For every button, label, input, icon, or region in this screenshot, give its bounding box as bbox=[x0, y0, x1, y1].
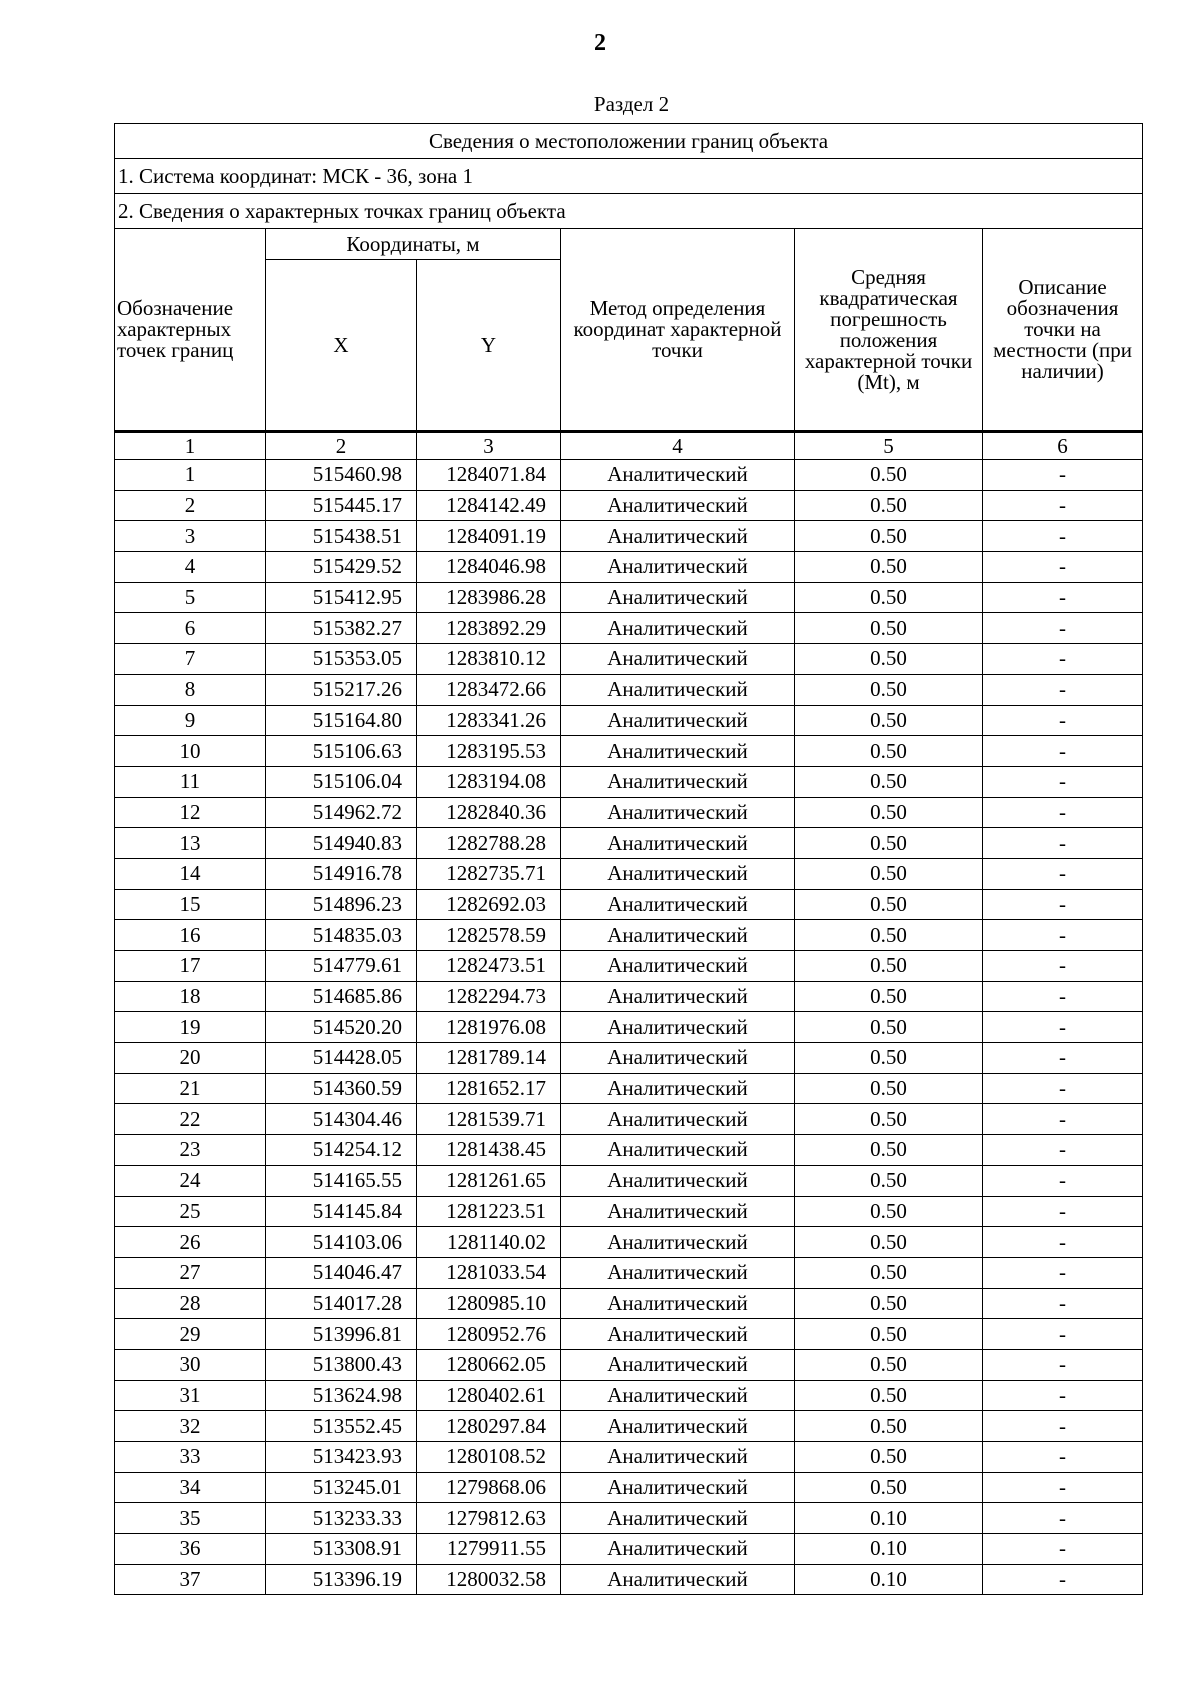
cell-accuracy: 0.50 bbox=[795, 1104, 983, 1135]
cell-method: Аналитический bbox=[561, 1043, 795, 1074]
cell-point-number: 25 bbox=[115, 1196, 266, 1227]
cell-point-number: 16 bbox=[115, 920, 266, 951]
cell-y: 1283194.08 bbox=[417, 766, 561, 797]
cell-accuracy: 0.50 bbox=[795, 644, 983, 675]
cell-x: 515412.95 bbox=[266, 582, 417, 613]
cell-method: Аналитический bbox=[561, 1503, 795, 1534]
cell-method: Аналитический bbox=[561, 920, 795, 951]
table-row bbox=[115, 582, 1143, 613]
table-row bbox=[115, 736, 1143, 767]
cell-accuracy: 0.50 bbox=[795, 1288, 983, 1319]
cell-point-number: 7 bbox=[115, 644, 266, 675]
cell-y: 1283341.26 bbox=[417, 705, 561, 736]
column-number: 2 bbox=[266, 432, 417, 460]
cell-description: - bbox=[983, 582, 1143, 613]
cell-description: - bbox=[983, 613, 1143, 644]
cell-point-number: 23 bbox=[115, 1135, 266, 1166]
cell-point-number: 22 bbox=[115, 1104, 266, 1135]
cell-x: 513996.81 bbox=[266, 1319, 417, 1350]
header-description: Описание обозначения точки на местности (при наличии) bbox=[983, 229, 1143, 432]
cell-x: 514896.23 bbox=[266, 889, 417, 920]
cell-method: Аналитический bbox=[561, 1472, 795, 1503]
cell-description: - bbox=[983, 920, 1143, 951]
cell-method: Аналитический bbox=[561, 1442, 795, 1473]
table-row bbox=[115, 552, 1143, 583]
cell-method: Аналитический bbox=[561, 1288, 795, 1319]
table-row bbox=[115, 920, 1143, 951]
cell-x: 515106.04 bbox=[266, 766, 417, 797]
cell-y: 1282788.28 bbox=[417, 828, 561, 859]
cell-accuracy: 0.50 bbox=[795, 490, 983, 521]
cell-x: 514254.12 bbox=[266, 1135, 417, 1166]
cell-y: 1282294.73 bbox=[417, 981, 561, 1012]
cell-accuracy: 0.50 bbox=[795, 674, 983, 705]
table-row bbox=[115, 858, 1143, 889]
cell-accuracy: 0.50 bbox=[795, 1043, 983, 1074]
cell-point-number: 32 bbox=[115, 1411, 266, 1442]
table-row bbox=[115, 1319, 1143, 1350]
column-numbers-row bbox=[115, 432, 1143, 460]
cell-method: Аналитический bbox=[561, 705, 795, 736]
column-number: 5 bbox=[795, 432, 983, 460]
table-row bbox=[115, 1380, 1143, 1411]
table-row bbox=[115, 1012, 1143, 1043]
table-row bbox=[115, 1349, 1143, 1380]
cell-method: Аналитический bbox=[561, 889, 795, 920]
cell-x: 513552.45 bbox=[266, 1411, 417, 1442]
table-row bbox=[115, 1442, 1143, 1473]
header-x: X bbox=[266, 260, 417, 432]
cell-x: 514685.86 bbox=[266, 981, 417, 1012]
cell-x: 513245.01 bbox=[266, 1472, 417, 1503]
table-row bbox=[115, 889, 1143, 920]
cell-y: 1280662.05 bbox=[417, 1349, 561, 1380]
cell-description: - bbox=[983, 1503, 1143, 1534]
cell-point-number: 27 bbox=[115, 1257, 266, 1288]
cell-accuracy: 0.50 bbox=[795, 521, 983, 552]
cell-x: 515438.51 bbox=[266, 521, 417, 552]
cell-description: - bbox=[983, 460, 1143, 491]
cell-point-number: 15 bbox=[115, 889, 266, 920]
cell-x: 515106.63 bbox=[266, 736, 417, 767]
cell-point-number: 36 bbox=[115, 1534, 266, 1565]
cell-description: - bbox=[983, 766, 1143, 797]
coord-system: 1. Система координат: МСК - 36, зона 1 bbox=[115, 159, 1143, 194]
cell-y: 1283195.53 bbox=[417, 736, 561, 767]
cell-accuracy: 0.50 bbox=[795, 1257, 983, 1288]
table-row bbox=[115, 1227, 1143, 1258]
table-row bbox=[115, 951, 1143, 982]
column-number: 1 bbox=[115, 432, 266, 460]
table-row bbox=[115, 1288, 1143, 1319]
cell-point-number: 20 bbox=[115, 1043, 266, 1074]
cell-method: Аналитический bbox=[561, 828, 795, 859]
cell-accuracy: 0.50 bbox=[795, 736, 983, 767]
cell-accuracy: 0.50 bbox=[795, 1442, 983, 1473]
cell-accuracy: 0.50 bbox=[795, 1227, 983, 1258]
cell-description: - bbox=[983, 858, 1143, 889]
table-row bbox=[115, 797, 1143, 828]
cell-description: - bbox=[983, 1411, 1143, 1442]
cell-y: 1280108.52 bbox=[417, 1442, 561, 1473]
cell-method: Аналитический bbox=[561, 521, 795, 552]
section-label: Раздел 2 bbox=[593, 92, 670, 116]
cell-method: Аналитический bbox=[561, 981, 795, 1012]
cell-x: 514940.83 bbox=[266, 828, 417, 859]
cell-y: 1281223.51 bbox=[417, 1196, 561, 1227]
cell-description: - bbox=[983, 1349, 1143, 1380]
cell-point-number: 5 bbox=[115, 582, 266, 613]
cell-point-number: 1 bbox=[115, 460, 266, 491]
table-row bbox=[115, 490, 1143, 521]
cell-x: 513624.98 bbox=[266, 1380, 417, 1411]
cell-method: Аналитический bbox=[561, 1012, 795, 1043]
cell-accuracy: 0.50 bbox=[795, 1411, 983, 1442]
cell-description: - bbox=[983, 1380, 1143, 1411]
cell-x: 513396.19 bbox=[266, 1564, 417, 1595]
cell-description: - bbox=[983, 981, 1143, 1012]
cell-accuracy: 0.50 bbox=[795, 613, 983, 644]
cell-y: 1282473.51 bbox=[417, 951, 561, 982]
cell-description: - bbox=[983, 1564, 1143, 1595]
cell-point-number: 12 bbox=[115, 797, 266, 828]
cell-point-number: 2 bbox=[115, 490, 266, 521]
cell-y: 1281261.65 bbox=[417, 1165, 561, 1196]
cell-y: 1284091.19 bbox=[417, 521, 561, 552]
cell-x: 514046.47 bbox=[266, 1257, 417, 1288]
cell-x: 515353.05 bbox=[266, 644, 417, 675]
cell-description: - bbox=[983, 1012, 1143, 1043]
cell-x: 513233.33 bbox=[266, 1503, 417, 1534]
cell-method: Аналитический bbox=[561, 1564, 795, 1595]
cell-point-number: 14 bbox=[115, 858, 266, 889]
table-row bbox=[115, 1073, 1143, 1104]
cell-description: - bbox=[983, 552, 1143, 583]
cell-y: 1281140.02 bbox=[417, 1227, 561, 1258]
cell-description: - bbox=[983, 1165, 1143, 1196]
cell-x: 515164.80 bbox=[266, 705, 417, 736]
cell-description: - bbox=[983, 736, 1143, 767]
table-row bbox=[115, 460, 1143, 491]
cell-accuracy: 0.50 bbox=[795, 828, 983, 859]
cell-x: 514835.03 bbox=[266, 920, 417, 951]
cell-x: 514304.46 bbox=[266, 1104, 417, 1135]
cell-x: 515460.98 bbox=[266, 460, 417, 491]
cell-y: 1280402.61 bbox=[417, 1380, 561, 1411]
cell-accuracy: 0.50 bbox=[795, 1349, 983, 1380]
table-row bbox=[115, 1165, 1143, 1196]
cell-y: 1281976.08 bbox=[417, 1012, 561, 1043]
cell-method: Аналитический bbox=[561, 552, 795, 583]
cell-x: 514962.72 bbox=[266, 797, 417, 828]
cell-y: 1280952.76 bbox=[417, 1319, 561, 1350]
cell-method: Аналитический bbox=[561, 1196, 795, 1227]
cell-point-number: 17 bbox=[115, 951, 266, 982]
cell-x: 514360.59 bbox=[266, 1073, 417, 1104]
cell-y: 1280297.84 bbox=[417, 1411, 561, 1442]
cell-point-number: 19 bbox=[115, 1012, 266, 1043]
table-row bbox=[115, 1135, 1143, 1166]
cell-description: - bbox=[983, 1257, 1143, 1288]
table-row bbox=[115, 1104, 1143, 1135]
cell-x: 515217.26 bbox=[266, 674, 417, 705]
cell-point-number: 4 bbox=[115, 552, 266, 583]
cell-method: Аналитический bbox=[561, 582, 795, 613]
cell-point-number: 8 bbox=[115, 674, 266, 705]
table-row bbox=[115, 674, 1143, 705]
table-row bbox=[115, 521, 1143, 552]
cell-method: Аналитический bbox=[561, 797, 795, 828]
cell-x: 513423.93 bbox=[266, 1442, 417, 1473]
table-row bbox=[115, 1564, 1143, 1595]
cell-x: 514779.61 bbox=[266, 951, 417, 982]
cell-method: Аналитический bbox=[561, 1257, 795, 1288]
cell-y: 1281539.71 bbox=[417, 1104, 561, 1135]
cell-y: 1279911.55 bbox=[417, 1534, 561, 1565]
cell-method: Аналитический bbox=[561, 1380, 795, 1411]
cell-point-number: 33 bbox=[115, 1442, 266, 1473]
cell-method: Аналитический bbox=[561, 490, 795, 521]
cell-x: 514165.55 bbox=[266, 1165, 417, 1196]
cell-x: 515429.52 bbox=[266, 552, 417, 583]
cell-y: 1280985.10 bbox=[417, 1288, 561, 1319]
table-row bbox=[115, 828, 1143, 859]
cell-point-number: 10 bbox=[115, 736, 266, 767]
cell-accuracy: 0.50 bbox=[795, 582, 983, 613]
cell-point-number: 11 bbox=[115, 766, 266, 797]
cell-method: Аналитический bbox=[561, 1165, 795, 1196]
cell-x: 514428.05 bbox=[266, 1043, 417, 1074]
table-row bbox=[115, 1472, 1143, 1503]
cell-point-number: 29 bbox=[115, 1319, 266, 1350]
cell-accuracy: 0.50 bbox=[795, 858, 983, 889]
cell-description: - bbox=[983, 1319, 1143, 1350]
cell-description: - bbox=[983, 889, 1143, 920]
cell-accuracy: 0.50 bbox=[795, 1165, 983, 1196]
cell-point-number: 26 bbox=[115, 1227, 266, 1258]
table-row bbox=[115, 1503, 1143, 1534]
cell-method: Аналитический bbox=[561, 674, 795, 705]
cell-y: 1282578.59 bbox=[417, 920, 561, 951]
cell-x: 514520.20 bbox=[266, 1012, 417, 1043]
cell-method: Аналитический bbox=[561, 1319, 795, 1350]
cell-accuracy: 0.50 bbox=[795, 766, 983, 797]
cell-y: 1281438.45 bbox=[417, 1135, 561, 1166]
points-heading: 2. Сведения о характерных точках границ объекта bbox=[115, 194, 1143, 229]
cell-y: 1283892.29 bbox=[417, 613, 561, 644]
cell-method: Аналитический bbox=[561, 951, 795, 982]
cell-description: - bbox=[983, 1043, 1143, 1074]
cell-y: 1282840.36 bbox=[417, 797, 561, 828]
table-row bbox=[115, 1534, 1143, 1565]
cell-point-number: 34 bbox=[115, 1472, 266, 1503]
table-row bbox=[115, 613, 1143, 644]
table-row bbox=[115, 1411, 1143, 1442]
cell-y: 1280032.58 bbox=[417, 1564, 561, 1595]
cell-y: 1279812.63 bbox=[417, 1503, 561, 1534]
table-row bbox=[115, 1196, 1143, 1227]
cell-description: - bbox=[983, 797, 1143, 828]
cell-point-number: 35 bbox=[115, 1503, 266, 1534]
cell-y: 1284142.49 bbox=[417, 490, 561, 521]
cell-accuracy: 0.50 bbox=[795, 552, 983, 583]
cell-accuracy: 0.50 bbox=[795, 889, 983, 920]
cell-description: - bbox=[983, 1196, 1143, 1227]
cell-description: - bbox=[983, 951, 1143, 982]
cell-point-number: 31 bbox=[115, 1380, 266, 1411]
cell-y: 1279868.06 bbox=[417, 1472, 561, 1503]
cell-method: Аналитический bbox=[561, 1104, 795, 1135]
cell-method: Аналитический bbox=[561, 1227, 795, 1258]
cell-description: - bbox=[983, 1135, 1143, 1166]
cell-description: - bbox=[983, 1227, 1143, 1258]
cell-point-number: 6 bbox=[115, 613, 266, 644]
cell-description: - bbox=[983, 705, 1143, 736]
cell-y: 1281789.14 bbox=[417, 1043, 561, 1074]
boundary-table bbox=[114, 123, 1143, 1595]
cell-description: - bbox=[983, 1104, 1143, 1135]
cell-x: 514103.06 bbox=[266, 1227, 417, 1258]
cell-y: 1281652.17 bbox=[417, 1073, 561, 1104]
cell-description: - bbox=[983, 644, 1143, 675]
cell-description: - bbox=[983, 1288, 1143, 1319]
cell-description: - bbox=[983, 1534, 1143, 1565]
column-number: 6 bbox=[983, 432, 1143, 460]
cell-description: - bbox=[983, 674, 1143, 705]
cell-accuracy: 0.10 bbox=[795, 1503, 983, 1534]
cell-point-number: 9 bbox=[115, 705, 266, 736]
cell-accuracy: 0.50 bbox=[795, 1319, 983, 1350]
page-number: 2 bbox=[594, 30, 606, 56]
cell-method: Аналитический bbox=[561, 1411, 795, 1442]
cell-method: Аналитический bbox=[561, 766, 795, 797]
cell-accuracy: 0.50 bbox=[795, 981, 983, 1012]
table-row bbox=[115, 981, 1143, 1012]
cell-y: 1283986.28 bbox=[417, 582, 561, 613]
cell-accuracy: 0.10 bbox=[795, 1564, 983, 1595]
cell-description: - bbox=[983, 1073, 1143, 1104]
cell-x: 513800.43 bbox=[266, 1349, 417, 1380]
table-row bbox=[115, 705, 1143, 736]
cell-method: Аналитический bbox=[561, 644, 795, 675]
cell-method: Аналитический bbox=[561, 858, 795, 889]
column-number: 3 bbox=[417, 432, 561, 460]
cell-method: Аналитический bbox=[561, 613, 795, 644]
cell-y: 1282735.71 bbox=[417, 858, 561, 889]
header-point-designation: Обозначение характерных точек границ bbox=[115, 229, 266, 432]
table-row bbox=[115, 766, 1143, 797]
header-accuracy: Средняя квадратическая погрешность положения характерной точки (Mt), м bbox=[795, 229, 983, 432]
cell-accuracy: 0.50 bbox=[795, 1135, 983, 1166]
cell-y: 1284071.84 bbox=[417, 460, 561, 491]
cell-x: 513308.91 bbox=[266, 1534, 417, 1565]
cell-method: Аналитический bbox=[561, 1135, 795, 1166]
cell-accuracy: 0.50 bbox=[795, 797, 983, 828]
cell-point-number: 3 bbox=[115, 521, 266, 552]
cell-x: 514017.28 bbox=[266, 1288, 417, 1319]
header-coordinates: Координаты, м bbox=[266, 229, 561, 260]
cell-x: 515445.17 bbox=[266, 490, 417, 521]
table-title: Сведения о местоположении границ объекта bbox=[115, 124, 1143, 159]
cell-y: 1284046.98 bbox=[417, 552, 561, 583]
cell-method: Аналитический bbox=[561, 736, 795, 767]
cell-accuracy: 0.50 bbox=[795, 1196, 983, 1227]
cell-x: 515382.27 bbox=[266, 613, 417, 644]
cell-accuracy: 0.50 bbox=[795, 460, 983, 491]
cell-accuracy: 0.50 bbox=[795, 1380, 983, 1411]
cell-accuracy: 0.50 bbox=[795, 951, 983, 982]
cell-method: Аналитический bbox=[561, 1349, 795, 1380]
cell-y: 1283810.12 bbox=[417, 644, 561, 675]
cell-point-number: 24 bbox=[115, 1165, 266, 1196]
cell-method: Аналитический bbox=[561, 460, 795, 491]
cell-accuracy: 0.50 bbox=[795, 705, 983, 736]
cell-description: - bbox=[983, 521, 1143, 552]
cell-accuracy: 0.50 bbox=[795, 920, 983, 951]
cell-x: 514145.84 bbox=[266, 1196, 417, 1227]
cell-x: 514916.78 bbox=[266, 858, 417, 889]
header-method: Метод определения координат характерной точки bbox=[561, 229, 795, 432]
cell-accuracy: 0.10 bbox=[795, 1534, 983, 1565]
column-number: 4 bbox=[561, 432, 795, 460]
cell-method: Аналитический bbox=[561, 1534, 795, 1565]
table-row bbox=[115, 1257, 1143, 1288]
header-y: Y bbox=[417, 260, 561, 432]
cell-point-number: 37 bbox=[115, 1564, 266, 1595]
cell-point-number: 28 bbox=[115, 1288, 266, 1319]
cell-accuracy: 0.50 bbox=[795, 1012, 983, 1043]
cell-point-number: 21 bbox=[115, 1073, 266, 1104]
cell-method: Аналитический bbox=[561, 1073, 795, 1104]
cell-description: - bbox=[983, 1442, 1143, 1473]
cell-accuracy: 0.50 bbox=[795, 1472, 983, 1503]
table-row bbox=[115, 644, 1143, 675]
cell-accuracy: 0.50 bbox=[795, 1073, 983, 1104]
cell-point-number: 30 bbox=[115, 1349, 266, 1380]
cell-description: - bbox=[983, 828, 1143, 859]
cell-y: 1283472.66 bbox=[417, 674, 561, 705]
cell-description: - bbox=[983, 1472, 1143, 1503]
cell-y: 1282692.03 bbox=[417, 889, 561, 920]
cell-point-number: 18 bbox=[115, 981, 266, 1012]
cell-description: - bbox=[983, 490, 1143, 521]
table-row bbox=[115, 1043, 1143, 1074]
cell-point-number: 13 bbox=[115, 828, 266, 859]
cell-y: 1281033.54 bbox=[417, 1257, 561, 1288]
